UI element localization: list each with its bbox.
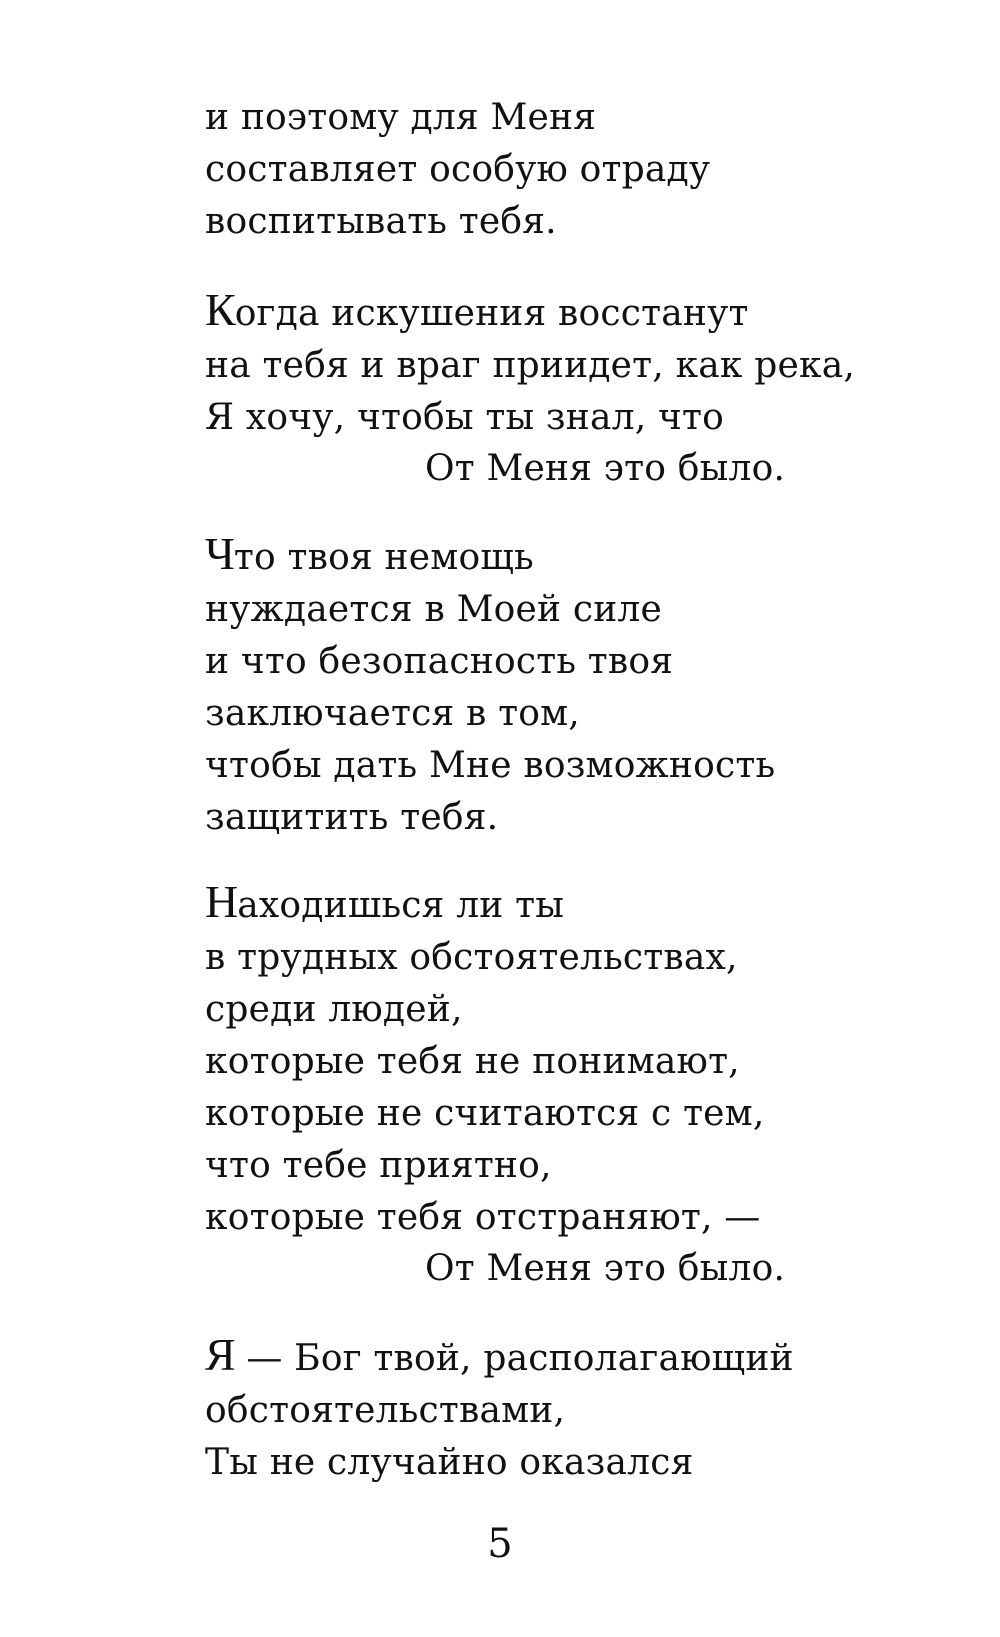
- text-line-with-dropcap: [205, 284, 749, 340]
- text-line: Я хочу, чтобы ты знал, что: [205, 397, 724, 438]
- drop-cap: К: [205, 284, 235, 335]
- refrain-line: От Меня это было.: [425, 448, 786, 489]
- text-line: чтобы дать Мне возможность: [205, 745, 776, 786]
- text-line: воспитывать тебя.: [205, 201, 557, 242]
- text-line: на тебя и враг приидет, как река,: [205, 345, 856, 386]
- text-line: — Бог твой, располагающий: [234, 1338, 794, 1379]
- refrain-line: От Меня это было.: [425, 1248, 786, 1289]
- drop-cap: Н: [205, 876, 238, 927]
- text-line: нуждается в Моей силе: [205, 589, 662, 630]
- text-line-with-dropcap: [205, 876, 565, 932]
- text-line: в трудных обстоятельствах,: [205, 937, 738, 978]
- text-line-with-dropcap: [205, 528, 534, 584]
- text-line: то твоя немощь: [233, 537, 534, 578]
- text-line: которые не считаются с тем,: [205, 1093, 765, 1134]
- text-line: обстоятельствами,: [205, 1390, 566, 1431]
- text-line: составляет особую отраду: [205, 149, 711, 190]
- text-line: и поэтому для Меня: [205, 97, 597, 138]
- text-line: и что безопасность твоя: [205, 641, 674, 682]
- text-line: аходишься ли ты: [237, 885, 565, 926]
- text-line: среди людей,: [205, 989, 463, 1030]
- text-line: Ты не случайно оказался: [205, 1442, 694, 1483]
- text-line: заключается в том,: [205, 693, 580, 734]
- text-line-with-dropcap: [205, 1329, 794, 1385]
- text-line: которые тебя не понимают,: [205, 1041, 740, 1082]
- text-line: защитить тебя.: [205, 797, 499, 838]
- drop-cap: Я: [205, 1329, 235, 1380]
- text-line: что тебе приятно,: [205, 1145, 552, 1186]
- text-line: которые тебя отстраняют, —: [205, 1197, 761, 1238]
- text-line: огда искушения восстанут: [234, 293, 749, 334]
- drop-cap: Ч: [205, 528, 234, 579]
- page-number: 5: [487, 1521, 513, 1567]
